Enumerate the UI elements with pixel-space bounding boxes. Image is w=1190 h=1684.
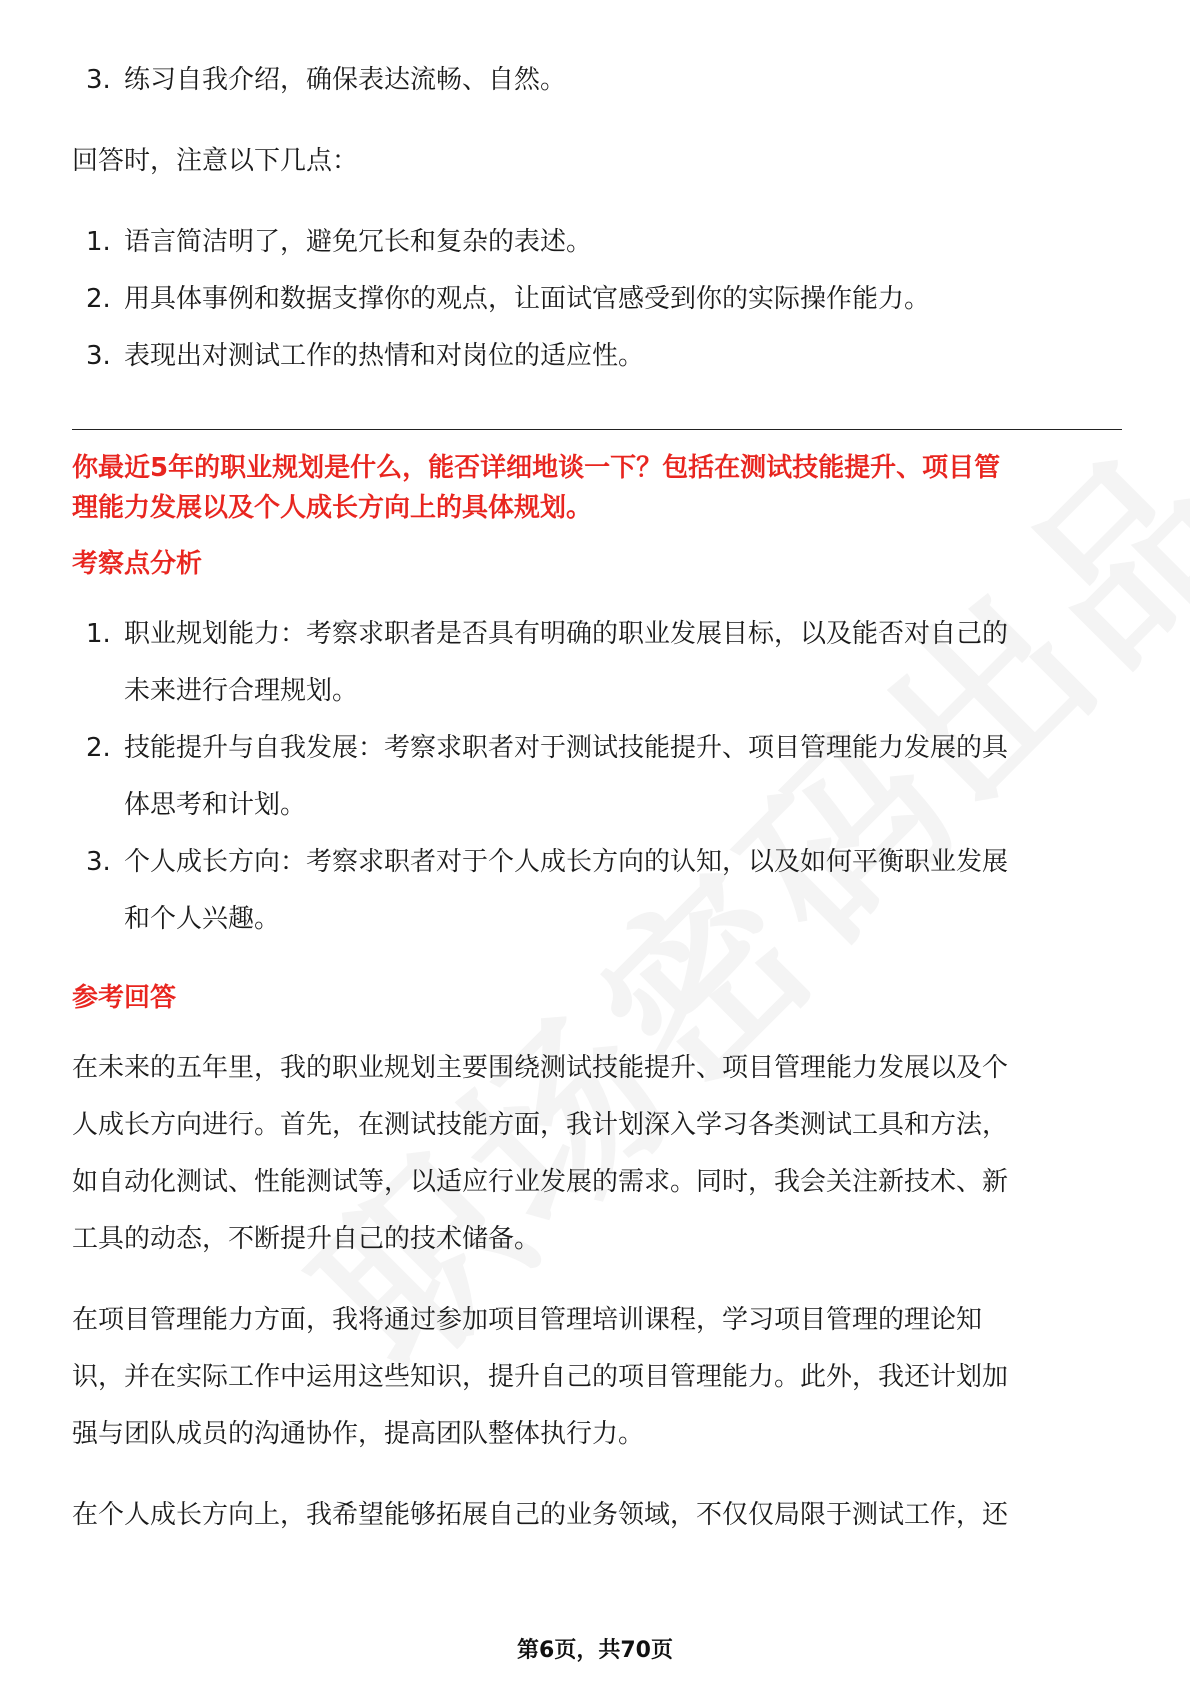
- list-number: 2.: [86, 733, 111, 763]
- list-text-line: 个人成长方向：考察求职者对于个人成长方向的认知，以及如何平衡职业发展: [124, 847, 1009, 877]
- list-text-line: 职业规划能力：考察求职者是否具有明确的职业发展目标，以及能否对自己的: [124, 619, 1009, 649]
- list-number: 1.: [86, 619, 111, 649]
- list-text: 练习自我介绍，确保表达流畅、自然。: [124, 65, 567, 95]
- list-text: [124, 606, 1122, 720]
- list-number: 3.: [86, 847, 111, 877]
- analysis-list: [72, 606, 1122, 948]
- tips-list-continued: [72, 52, 1122, 109]
- list-text-line: 和个人兴趣。: [124, 904, 281, 934]
- list-text: [124, 720, 1122, 834]
- list-item: [72, 271, 1122, 328]
- section-divider: [72, 429, 1122, 430]
- paragraph-line: 在未来的五年里，我的职业规划主要围绕测试技能提升、项目管理能力发展以及个: [72, 1053, 1009, 1083]
- reference-paragraph: [72, 1040, 1122, 1268]
- analysis-title: 考察点分析: [72, 549, 203, 579]
- answer-note-intro: 回答时，注意以下几点：: [72, 146, 359, 176]
- question-heading: [72, 448, 1122, 528]
- question-line: 理能力发展以及个人成长方向上的具体规划。: [72, 493, 593, 523]
- answer-notes-list: [72, 214, 1122, 385]
- page-content: [72, 58, 1122, 1544]
- list-number: 3.: [86, 341, 111, 371]
- list-number: 3.: [86, 65, 111, 95]
- list-text: [124, 834, 1122, 948]
- question-line: 你最近5年的职业规划是什么，能否详细地谈一下？包括在测试技能提升、项目管: [72, 453, 1001, 483]
- list-item: [72, 834, 1122, 948]
- paragraph-line: 如自动化测试、性能测试等，以适应行业发展的需求。同时，我会关注新技术、新: [72, 1167, 1009, 1197]
- list-text: 表现出对测试工作的热情和对岗位的适应性。: [124, 341, 645, 371]
- reference-paragraph: [72, 1292, 1122, 1463]
- list-item: [72, 720, 1122, 834]
- list-text: 语言简洁明了，避免冗长和复杂的表述。: [124, 227, 593, 257]
- paragraph-line: 强与团队成员的沟通协作，提高团队整体执行力。: [72, 1419, 645, 1449]
- list-text-line: 未来进行合理规划。: [124, 676, 359, 706]
- list-item: [72, 328, 1122, 385]
- list-number: 1.: [86, 227, 111, 257]
- paragraph-line: 工具的动态，不断提升自己的技术储备。: [72, 1224, 541, 1254]
- page-footer: 第6页，共70页: [517, 1638, 673, 1663]
- list-item: [72, 214, 1122, 271]
- list-item: [72, 606, 1122, 720]
- paragraph-line: 在项目管理能力方面，我将通过参加项目管理培训课程，学习项目管理的理论知: [72, 1305, 983, 1335]
- list-text-line: 技能提升与自我发展：考察求职者对于测试技能提升、项目管理能力发展的具: [124, 733, 1009, 763]
- paragraph-line: 识，并在实际工作中运用这些知识，提升自己的项目管理能力。此外，我还计划加: [72, 1362, 1009, 1392]
- paragraph-line: 人成长方向进行。首先，在测试技能方面，我计划深入学习各类测试工具和方法，: [72, 1110, 1009, 1140]
- reference-title: 参考回答: [72, 983, 177, 1013]
- list-text: 用具体事例和数据支撑你的观点，让面试官感受到你的实际操作能力。: [124, 284, 931, 314]
- list-number: 2.: [86, 284, 111, 314]
- list-item: [72, 52, 1122, 109]
- paragraph-line: 在个人成长方向上，我希望能够拓展自己的业务领域，不仅仅局限于测试工作，还: [72, 1500, 1009, 1530]
- reference-paragraph: [72, 1487, 1122, 1544]
- list-text-line: 体思考和计划。: [124, 790, 307, 820]
